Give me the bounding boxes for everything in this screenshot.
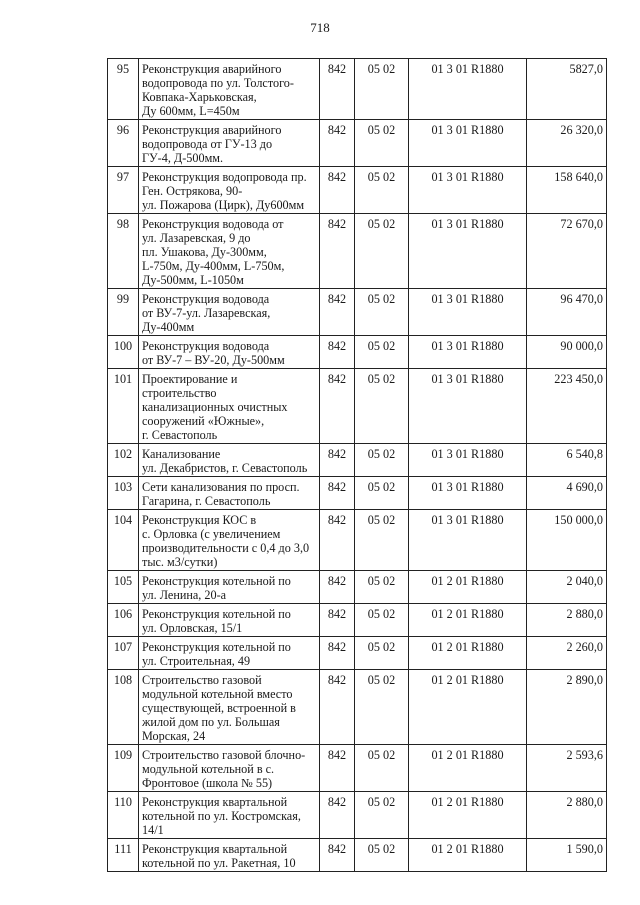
target-article-code: 01 2 01 R1880 xyxy=(409,839,527,872)
section-code: 05 02 xyxy=(355,336,409,369)
row-number: 104 xyxy=(108,510,139,571)
table-row xyxy=(108,289,607,336)
department-code: 842 xyxy=(320,510,355,571)
object-name: Реконструкция водовода от ул. Лазаревская, 9 до пл. Ушакова, Ду-300мм, L-750м, Ду-400мм, L-750м, Ду-500мм, L-1050м xyxy=(139,214,320,289)
department-code: 842 xyxy=(320,336,355,369)
row-number: 95 xyxy=(108,59,139,120)
section-code: 05 02 xyxy=(355,745,409,792)
department-code: 842 xyxy=(320,839,355,872)
page-number: 718 xyxy=(310,20,330,35)
object-name: Реконструкция водовода от ВУ-7 – ВУ-20, Ду-500мм xyxy=(139,336,320,369)
object-name: Реконструкция водовода от ВУ-7-ул. Лазаревская, Ду-400мм xyxy=(139,289,320,336)
row-number: 109 xyxy=(108,745,139,792)
target-article-code: 01 3 01 R1880 xyxy=(409,214,527,289)
department-code: 842 xyxy=(320,670,355,745)
section-code: 05 02 xyxy=(355,510,409,571)
target-article-code: 01 3 01 R1880 xyxy=(409,444,527,477)
amount-value: 2 890,0 xyxy=(527,670,607,745)
department-code: 842 xyxy=(320,369,355,444)
amount-value: 2 880,0 xyxy=(527,792,607,839)
amount-value: 6 540,8 xyxy=(527,444,607,477)
target-article-code: 01 3 01 R1880 xyxy=(409,167,527,214)
amount-value: 4 690,0 xyxy=(527,477,607,510)
section-code: 05 02 xyxy=(355,477,409,510)
object-name: Реконструкция квартальной котельной по ул. Костромская, 14/1 xyxy=(139,792,320,839)
section-code: 05 02 xyxy=(355,214,409,289)
section-code: 05 02 xyxy=(355,792,409,839)
department-code: 842 xyxy=(320,604,355,637)
object-name: Реконструкция котельной по ул. Ленина, 20-а xyxy=(139,571,320,604)
object-name: Строительство газовой блочно- модульной котельной в с. Фронтовое (школа № 55) xyxy=(139,745,320,792)
section-code: 05 02 xyxy=(355,167,409,214)
section-code: 05 02 xyxy=(355,444,409,477)
amount-value: 158 640,0 xyxy=(527,167,607,214)
amount-value: 150 000,0 xyxy=(527,510,607,571)
target-article-code: 01 3 01 R1880 xyxy=(409,289,527,336)
table-row xyxy=(108,792,607,839)
target-article-code: 01 3 01 R1880 xyxy=(409,120,527,167)
target-article-code: 01 3 01 R1880 xyxy=(409,510,527,571)
amount-value: 90 000,0 xyxy=(527,336,607,369)
row-number: 108 xyxy=(108,670,139,745)
target-article-code: 01 2 01 R1880 xyxy=(409,745,527,792)
section-code: 05 02 xyxy=(355,604,409,637)
table-row xyxy=(108,336,607,369)
table-row xyxy=(108,637,607,670)
amount-value: 96 470,0 xyxy=(527,289,607,336)
object-name: Реконструкция квартальной котельной по ул. Ракетная, 10 xyxy=(139,839,320,872)
row-number: 101 xyxy=(108,369,139,444)
table-row xyxy=(108,444,607,477)
section-code: 05 02 xyxy=(355,637,409,670)
row-number: 96 xyxy=(108,120,139,167)
table-row xyxy=(108,670,607,745)
table-row xyxy=(108,477,607,510)
budget-table xyxy=(107,58,607,872)
table-row xyxy=(108,214,607,289)
object-name: Реконструкция аварийного водопровода по ул. Толстого- Ковпака-Харьковская, Ду 600мм, L=450м xyxy=(139,59,320,120)
row-number: 106 xyxy=(108,604,139,637)
object-name: Реконструкция водопровода пр. Ген. Острякова, 90- ул. Пожарова (Цирк), Ду600мм xyxy=(139,167,320,214)
row-number: 100 xyxy=(108,336,139,369)
section-code: 05 02 xyxy=(355,839,409,872)
table-row xyxy=(108,59,607,120)
department-code: 842 xyxy=(320,745,355,792)
table-row xyxy=(108,167,607,214)
amount-value: 72 670,0 xyxy=(527,214,607,289)
object-name: Сети канализования по просп. Гагарина, г. Севастополь xyxy=(139,477,320,510)
table-row xyxy=(108,369,607,444)
department-code: 842 xyxy=(320,167,355,214)
object-name: Реконструкция котельной по ул. Строительная, 49 xyxy=(139,637,320,670)
department-code: 842 xyxy=(320,59,355,120)
object-name: Строительство газовой модульной котельной вместо существующей, встроенной в жилой дом по ул. Большая Морская, 24 xyxy=(139,670,320,745)
department-code: 842 xyxy=(320,444,355,477)
target-article-code: 01 3 01 R1880 xyxy=(409,477,527,510)
table-body xyxy=(108,59,607,872)
table-row xyxy=(108,510,607,571)
amount-value: 5827,0 xyxy=(527,59,607,120)
object-name: Реконструкция котельной по ул. Орловская, 15/1 xyxy=(139,604,320,637)
department-code: 842 xyxy=(320,120,355,167)
table-row xyxy=(108,120,607,167)
table-row xyxy=(108,745,607,792)
amount-value: 223 450,0 xyxy=(527,369,607,444)
row-number: 102 xyxy=(108,444,139,477)
row-number: 97 xyxy=(108,167,139,214)
department-code: 842 xyxy=(320,214,355,289)
amount-value: 2 880,0 xyxy=(527,604,607,637)
section-code: 05 02 xyxy=(355,289,409,336)
table-row xyxy=(108,604,607,637)
amount-value: 2 040,0 xyxy=(527,571,607,604)
amount-value: 2 260,0 xyxy=(527,637,607,670)
row-number: 105 xyxy=(108,571,139,604)
object-name: Реконструкция аварийного водопровода от ГУ-13 до ГУ-4, Д-500мм. xyxy=(139,120,320,167)
target-article-code: 01 2 01 R1880 xyxy=(409,637,527,670)
row-number: 110 xyxy=(108,792,139,839)
target-article-code: 01 3 01 R1880 xyxy=(409,336,527,369)
row-number: 98 xyxy=(108,214,139,289)
table-row xyxy=(108,571,607,604)
section-code: 05 02 xyxy=(355,369,409,444)
row-number: 99 xyxy=(108,289,139,336)
department-code: 842 xyxy=(320,477,355,510)
target-article-code: 01 2 01 R1880 xyxy=(409,792,527,839)
section-code: 05 02 xyxy=(355,59,409,120)
target-article-code: 01 3 01 R1880 xyxy=(409,369,527,444)
department-code: 842 xyxy=(320,289,355,336)
department-code: 842 xyxy=(320,637,355,670)
target-article-code: 01 2 01 R1880 xyxy=(409,571,527,604)
table-row xyxy=(108,839,607,872)
row-number: 111 xyxy=(108,839,139,872)
row-number: 107 xyxy=(108,637,139,670)
object-name: Реконструкция КОС в с. Орловка (с увеличением производительности с 0,4 до 3,0 тыс. м3/сутки) xyxy=(139,510,320,571)
department-code: 842 xyxy=(320,571,355,604)
amount-value: 1 590,0 xyxy=(527,839,607,872)
row-number: 103 xyxy=(108,477,139,510)
section-code: 05 02 xyxy=(355,120,409,167)
object-name: Канализование ул. Декабристов, г. Севастополь xyxy=(139,444,320,477)
amount-value: 26 320,0 xyxy=(527,120,607,167)
target-article-code: 01 3 01 R1880 xyxy=(409,59,527,120)
amount-value: 2 593,6 xyxy=(527,745,607,792)
target-article-code: 01 2 01 R1880 xyxy=(409,604,527,637)
target-article-code: 01 2 01 R1880 xyxy=(409,670,527,745)
section-code: 05 02 xyxy=(355,571,409,604)
section-code: 05 02 xyxy=(355,670,409,745)
department-code: 842 xyxy=(320,792,355,839)
object-name: Проектирование и строительство канализационных очистных сооружений «Южные», г. Севастополь xyxy=(139,369,320,444)
